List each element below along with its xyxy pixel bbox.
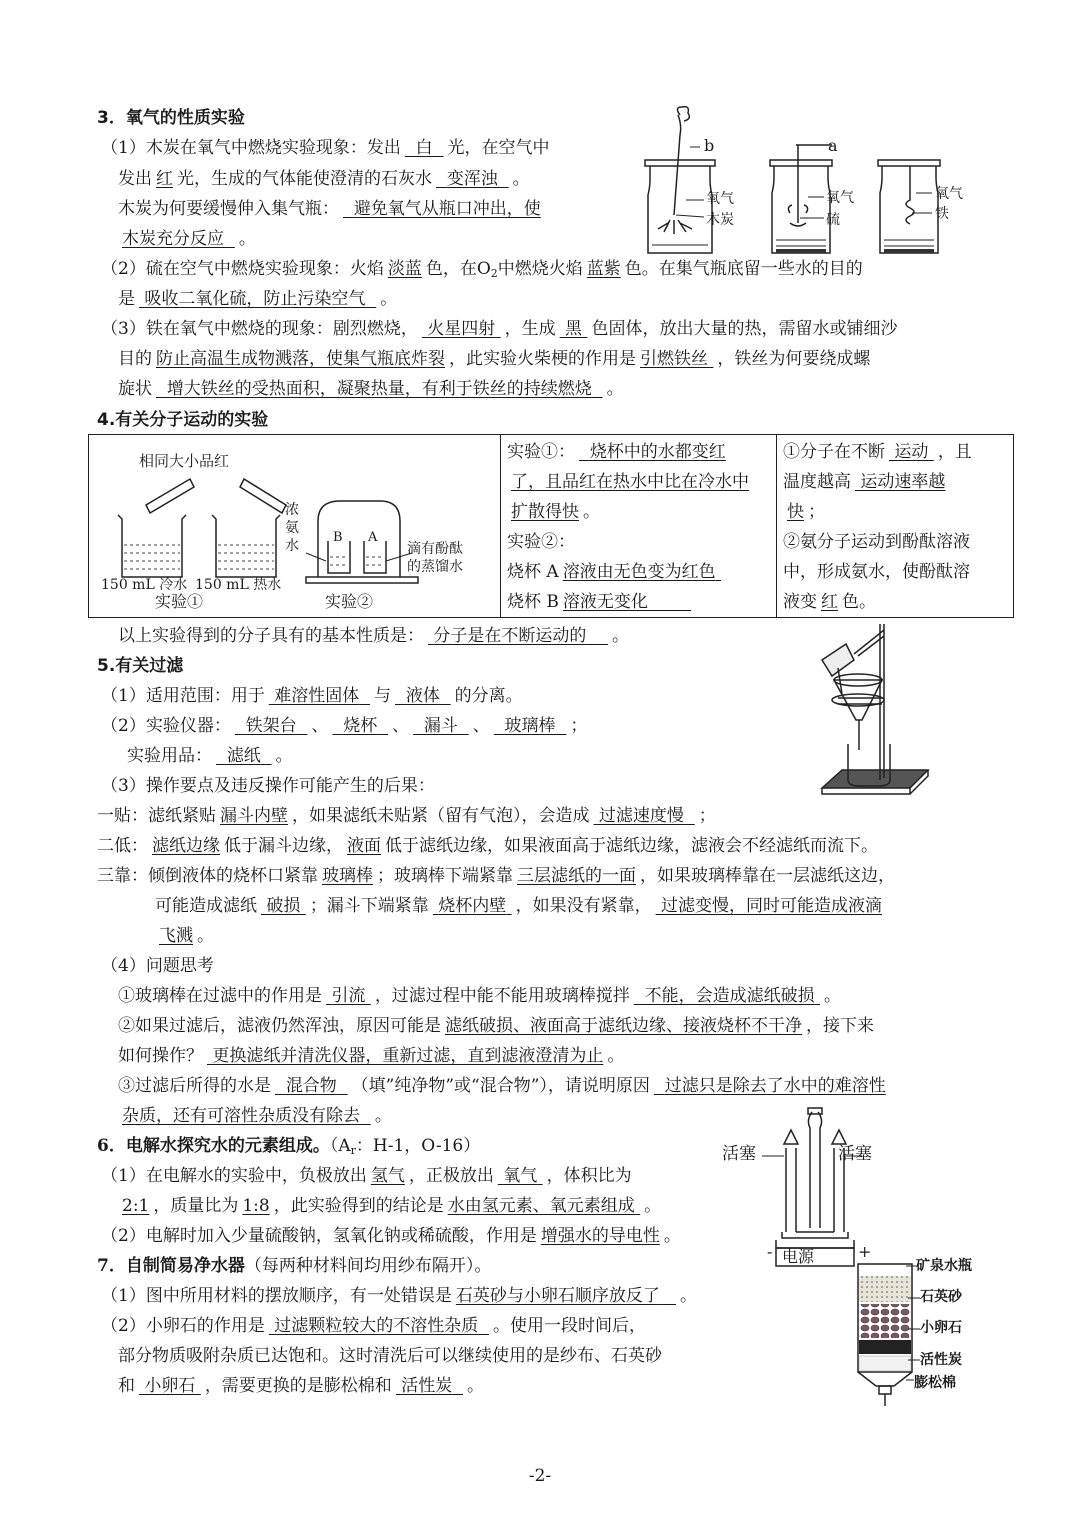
label-negative-terminal: - [767, 1242, 773, 1261]
answer-blank: 分子是在不断运动的 [433, 626, 587, 646]
answer-blank: 防止高温生成物溅落，使集气瓶底炸裂 [156, 349, 445, 369]
label-ammonia-2: 氨 [285, 520, 299, 536]
label-power-supply: 电源 [782, 1247, 815, 1266]
s5-line14: ③过滤后所得的水是 混合物 （填”纯净物”或“混合物”），请说明原因 过滤只是除去了水中的难溶性 [118, 1076, 886, 1096]
answer-blank: 蓝紫 [586, 259, 621, 279]
label-positive-terminal: + [858, 1242, 872, 1261]
label-beaker-B: B [333, 530, 343, 545]
answer-blank: 吸收二氧化硫，防止污染空气 [144, 289, 366, 309]
label-quartz-sand: 石英砂 [920, 1289, 962, 1305]
s3-q1-line2: 发出 红 光，生成的气体能使澄清的石灰水 变浑浊 。 [118, 169, 530, 189]
s5-line8: 可能造成滤纸 破损 ；漏斗下端紧靠 烧杯内壁 ，如果没有紧靠， 过滤变慢，同时可能造成液滴 [155, 896, 883, 916]
label-experiment-2: 实验② [325, 592, 374, 611]
purifier-leader-lines [906, 1262, 926, 1387]
s5-line5: 一贴：滤纸紧贴 漏斗内壁 ，如果滤纸未贴紧（留有气泡），会造成 过滤速度慢 ； [97, 806, 716, 826]
label-experiment-1: 实验① [155, 592, 204, 611]
page-number: -2- [528, 1466, 552, 1486]
label-hot-water: 150 mL 热水 [195, 577, 282, 593]
s5-line6: 二低： 滤纸边缘 低于漏斗边缘， 液面 低于滤纸边缘，如果液面高于滤纸边缘，滤液会不经滤纸而流下。 [97, 836, 878, 856]
label-cold-water: 150 mL 冷水 [101, 577, 188, 593]
label-phenolphthalein-1: 滴有酚酞 [407, 541, 463, 557]
answer-blank: 木炭充分反应 [122, 229, 224, 249]
s7-line4: 和 小卵石 ，需要更换的是膨松棉和 活性炭 。 [118, 1376, 485, 1396]
s7-line1: （1）图中所用材料的摆放顺序，有一处错误是 石英砂与小卵石顺序放反了 。 [101, 1286, 698, 1306]
section4-title: 4.有关分子运动的实验 [97, 410, 269, 430]
label-cotton: 膨松棉 [914, 1375, 956, 1391]
s3-q1-line4: 木炭充分反应 。 [118, 228, 256, 250]
answer-blank: 红 [156, 169, 173, 189]
s5-line11: ①玻璃棒在过滤中的作用是 引流 ，过滤过程中能不能用玻璃棒搅拌 不能，会造成滤纸破损 。 [118, 986, 842, 1006]
s5-line1: （1）适用范围：用于 难溶性固体 与 液体 的分离。 [101, 686, 523, 706]
exp-observations: 实验①： 烧杯中的水都变红 了，且品红在热水中比在冷水中 扩散得快 。 实验②： 烧杯 A 溶液由无色变为红色 烧杯 B 溶液无变化 [507, 442, 749, 612]
label-pebbles: 小卵石 [920, 1320, 962, 1336]
answer-blank: 黑 [565, 319, 583, 339]
s5-line15: 杂质，还有可溶性杂质没有除去 。 [122, 1106, 392, 1126]
label-phenolphthalein-2: 的蒸馏水 [407, 559, 463, 575]
fig-label-oxygen-3: 氧气 [935, 186, 963, 202]
label-same-size-red: 相同大小品红 [139, 452, 230, 470]
answer-blank: 火星四射 [427, 319, 496, 339]
fig-label-charcoal: 木炭 [706, 212, 734, 228]
label-ammonia-3: 水 [285, 538, 299, 554]
s5-line13: 如何操作？ 更换滤纸并清洗仪器，重新过滤，直到滤液澄清为止 。 [118, 1046, 625, 1066]
filtration-apparatus-figure [818, 620, 930, 815]
label-activated-carbon: 活性炭 [920, 1352, 962, 1368]
s5-line9: 飞溅 。 [159, 926, 214, 946]
answer-blank: 淡蓝 [387, 259, 422, 279]
molecule-motion-table [88, 434, 1014, 618]
gas-jar-figure [640, 105, 980, 260]
fig-label-oxygen-1: 氧气 [706, 191, 734, 207]
label-valve-right: 活塞 [838, 1144, 872, 1164]
fig-label-oxygen-2: 氧气 [826, 190, 854, 206]
answer-blank: 增大铁丝的受热面积，凝聚热量，有利于铁丝的持续燃烧 [166, 379, 592, 399]
answer-blank: 避免氧气从瓶口冲出，使 [353, 199, 541, 219]
s5-line2: （2）实验仪器： 铁架台 、 烧杯 、 漏斗 、 玻璃棒 ； [101, 716, 588, 736]
s6-line2: 2:1 ，质量比为 1:8 ，此实验得到的结论是 水由氢元素、氧元素组成 。 [122, 1196, 662, 1216]
label-ammonia-1: 浓 [285, 502, 299, 518]
label-mineral-water-bottle: 矿泉水瓶 [916, 1258, 972, 1274]
answer-blank: 白 [415, 138, 433, 158]
s5-line7: 三靠：倾倒液体的烧杯口紧靠 玻璃棒 ；玻璃棒下端紧靠 三层滤纸的一面 ，如果玻璃棒靠在一层滤纸这边， [97, 866, 895, 886]
label-beaker-A: A [368, 530, 378, 545]
answer-blank: 变浑浊 [446, 169, 498, 189]
section7-title: 7．自制简易净水器（每两种材料间均用纱布隔开）。 [97, 1256, 492, 1276]
electrolysis-apparatus-figure [762, 1108, 872, 1268]
s3-q1-line3: 木炭为何要缓慢伸入集气瓶： 避免氧气从瓶口冲出，使 [118, 198, 545, 220]
s3-q3-line1: （3）铁在氧气中燃烧的现象：剧烈燃烧， 火星四射 ，生成 黑 色固体，放出大量的热，需留水或铺细沙 [101, 319, 898, 339]
s4-conclusion: 以上实验得到的分子具有的基本性质是： 分子是在不断运动的 。 [118, 626, 630, 646]
section5-title: 5.有关过滤 [97, 656, 184, 676]
fig-label-a: a [828, 136, 838, 155]
label-valve-left: 活塞 [722, 1144, 756, 1164]
s3-q1-line1: （1）木炭在氧气中燃烧实验现象：发出 白 光，在空气中 [101, 138, 550, 158]
s5-line10: （4）问题思考 [101, 956, 214, 976]
s3-q2-line2: 是 吸收二氧化硫，防止污染空气 。 [118, 289, 398, 309]
s7-line2: （2）小卵石的作用是 过滤颗粒较大的不溶性杂质 。使用一段时间后， [101, 1316, 647, 1336]
s5-line4: （3）操作要点及违反操作可能产生的后果： [101, 776, 435, 796]
exp-conclusions: ①分子在不断 运动 ，且 温度越高 运动速率越 快 ； ②氨分子运动到酚酞溶液 中，形成氨水，使酚酞溶 液变 红 色。 [783, 442, 972, 612]
s5-line3: 实验用品： 滤纸 。 [127, 746, 293, 766]
s3-q3-line2: 目的 防止高温生成物溅落，使集气瓶底炸裂 ，此实验火柴梗的作用是 引燃铁丝 ，铁丝为何要绕成螺 [118, 349, 871, 369]
section6-title: 6．电解水探究水的元素组成。（$A_r$：H-1，O-16） [97, 1136, 481, 1157]
fig-label-iron: 铁 [935, 206, 949, 222]
s5-line12: ②如果过滤后，滤液仍然浑浊，原因可能是 滤纸破损、液面高于滤纸边缘、接液烧杯不干净 ，接下来 [118, 1016, 874, 1036]
fig-label-sulfur: 硫 [826, 212, 840, 228]
s3-q2-line1: （2）硫在空气中燃烧实验现象：火焰 淡蓝 色，在$O_2$中燃烧火焰 蓝紫 色。在集气瓶底留一些水的目的 [101, 259, 863, 280]
fig-label-b: b [704, 136, 715, 155]
s6-line1: （1）在电解水的实验中，负极放出 氢气 ，正极放出 氧气 ，体积比为 [101, 1166, 632, 1186]
s6-line3: （2）电解时加入少量硫酸钠，氢氧化钠或稀硫酸，作用是 增强水的导电性 。 [101, 1226, 681, 1246]
s3-q3-line3: 旋状 增大铁丝的受热面积，凝聚热量，有利于铁丝的持续燃烧 。 [118, 379, 624, 399]
s7-line3: 部分物质吸附杂质已达饱和。这时清洗后可以继续使用的是纱布、石英砂 [118, 1346, 662, 1366]
answer-blank: 引燃铁丝 [640, 349, 708, 369]
section3-title: 3．氧气的性质实验 [97, 108, 245, 128]
